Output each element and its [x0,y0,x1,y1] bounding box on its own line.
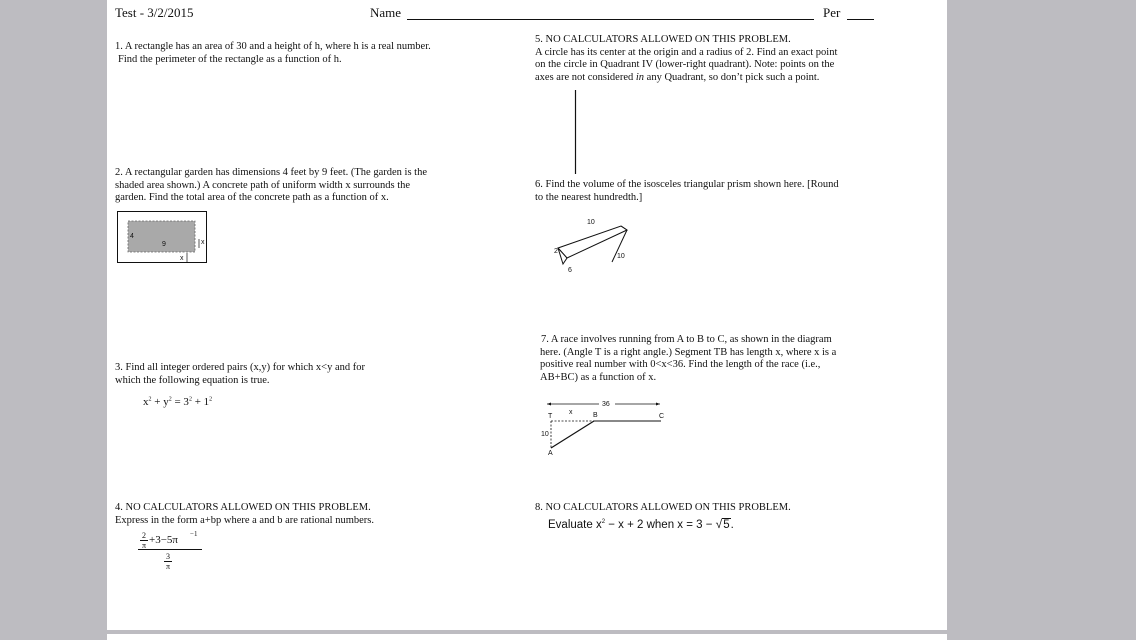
race-label-x: x [569,409,573,416]
race-label-a: A [548,450,553,457]
prism-label-right: 10 [617,253,625,260]
period-label: Per [823,5,841,20]
prism-label-left: 2 [554,248,558,255]
race-segment-ab [551,421,594,448]
question-6 [535,179,839,204]
name-label: Name [370,5,402,20]
q3-line2: which the following equation is true. [115,374,270,386]
q8-line1: 8. NO CALCULATORS ALLOWED ON THIS PROBLEM. [535,502,791,513]
q4-line1: 4. NO CALCULATORS ALLOWED ON THIS PROBLEM. [115,502,371,513]
next-page-edge [107,634,947,640]
q7-line3: positive real number with 0<x<36. Find the length of the race (i.e., [540,359,821,370]
question-7 [541,334,836,384]
q5-line3: on the circle in Quadrant IV (lower-right quadrant). Note: points on the [535,59,835,70]
prism-label-bottom: 6 [568,267,572,274]
garden-dim-4: 4 [130,233,134,240]
question-2 [115,167,427,205]
garden-diagram [117,211,209,265]
prism-label-top: 10 [587,219,595,226]
race-label-b: B [593,412,598,419]
q7-line2: here. (Angle T is a right angle.) Segment TB has length x, where x is a [540,346,837,358]
q5-line2: A circle has its center at the origin and a radius of 2. Find an exact point [535,46,838,58]
q2-line1: 2. A rectangular garden has dimensions 4 feet by 9 feet. (The garden is the [115,167,427,178]
q6-line2: to the nearest hundredth.] [535,191,643,203]
garden-dim-9: 9 [162,241,166,248]
q5-axis-line [574,90,578,174]
q3-line1: 3. Find all integer ordered pairs (x,y) for which x<y and for [115,362,365,373]
question-1 [115,41,431,66]
question-5 [535,34,837,84]
q2-line2: shaded area shown.) A concrete path of uniform width x surrounds the [115,179,411,191]
q1-line2: Find the perimeter of the rectangle as a function of h. [118,53,342,65]
period-blank-line [847,19,874,20]
question-3 [115,362,365,387]
race-label-c: C [659,413,665,420]
q4-line2: Express in the form a+bp where a and b are rational numbers. [115,514,374,526]
q7-line1: 7. A race involves running from A to B to C, as shown in the diagram [541,334,832,345]
q5-line1: 5. NO CALCULATORS ALLOWED ON THIS PROBLEM. [535,34,791,45]
q5-line4: axes are not considered in any Quadrant, so don’t pick such a point. [535,71,820,83]
x-label-right: x [201,239,205,246]
q2-line3: garden. Find the total area of the concrete path as a function of x. [115,192,389,203]
q6-line1: 6. Find the volume of the isosceles triangular prism shown here. [Round [535,179,839,190]
q7-line4: AB+BC) as a function of x. [540,371,657,383]
q8-evaluate-expression: Evaluate $x^2 - x + 2$ when x = 3 − √5. [548,517,734,531]
q4-expression: $\frac{2}{\pi}$ +3−5π −1 $\frac{3}{\pi}$ [138,531,202,550]
q4-num-rest: +3−5π [149,534,178,546]
prism-diagram [547,214,637,276]
test-page [107,0,947,630]
race-label-t: T [548,413,553,420]
race-label-36: 36 [602,401,610,408]
question-4 [115,502,374,527]
q1-line1: 1. A rectangle has an area of 30 and a height of h, where h is a real number. [115,41,431,52]
race-label-10: 10 [541,431,549,438]
name-blank-line [407,19,814,20]
test-date-label: Test - 3/2/2015 [115,5,194,20]
question-8 [535,502,791,515]
race-diagram [539,396,669,458]
q4-num-exp: −1 [190,530,198,538]
x-label-bottom: x [180,255,184,262]
q3-equation: $x^2 + y^2 = 3^2 + 1^2$ [143,396,213,408]
